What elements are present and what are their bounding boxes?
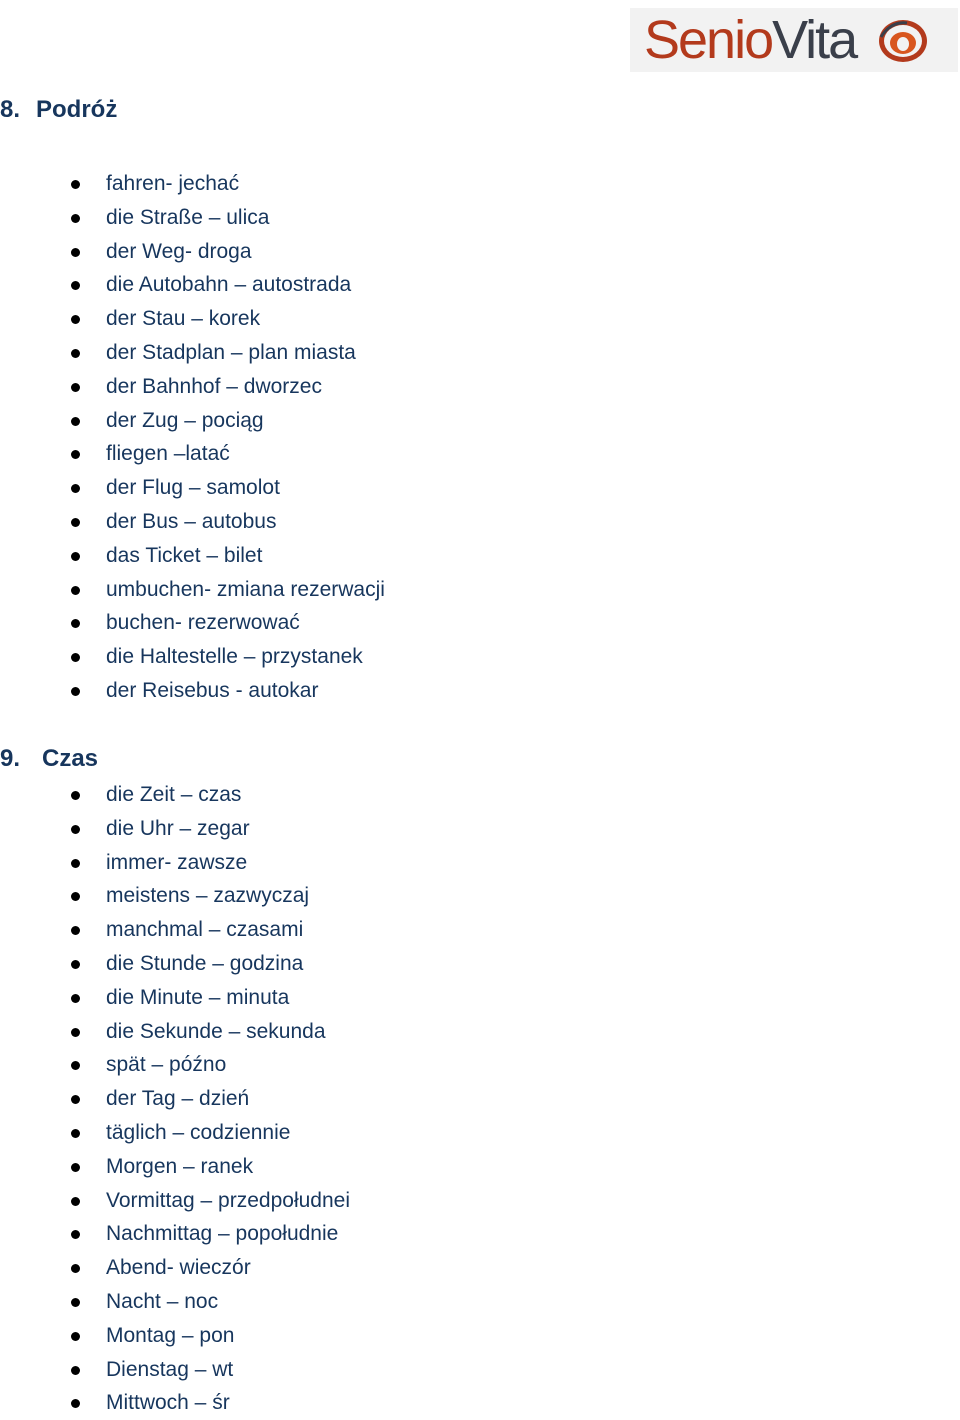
vocab-entry: der Stadplan – plan miasta xyxy=(106,340,356,364)
bullet-icon xyxy=(71,791,80,800)
bullet-icon xyxy=(71,892,80,901)
vocab-entry: fliegen –latać xyxy=(106,442,230,466)
vocab-entry: Dienstag – wt xyxy=(106,1357,234,1381)
vocab-entry: Vormittag – przedpołudnei xyxy=(106,1188,350,1212)
vocab-entry: der Zug – pociąg xyxy=(106,408,264,432)
vocab-entry: die Autobahn – autostrada xyxy=(106,273,352,297)
bullet-icon xyxy=(71,825,80,834)
bullet-icon xyxy=(71,281,80,290)
section-title: Podróż xyxy=(36,96,118,123)
bullet-icon xyxy=(71,417,80,426)
bullet-icon xyxy=(71,653,80,662)
vocab-entry: Nacht – noc xyxy=(106,1289,219,1313)
vocab-entry: umbuchen- zmiana rezerwacji xyxy=(106,577,385,601)
bullet-icon xyxy=(71,1230,80,1239)
vocab-entry: buchen- rezerwować xyxy=(106,611,300,635)
bullet-icon xyxy=(71,248,80,257)
vocab-entry: der Flug – samolot xyxy=(106,476,280,500)
vocab-entry: die Haltestelle – przystanek xyxy=(106,645,363,669)
bullet-icon xyxy=(71,518,80,527)
vocab-entry: der Stau – korek xyxy=(106,307,261,331)
vocab-entry: täglich – codziennie xyxy=(106,1120,291,1144)
vocab-entry: fahren- jechać xyxy=(106,172,240,195)
vocab-entry: immer- zawsze xyxy=(106,850,248,874)
vocab-entry: der Bus – autobus xyxy=(106,509,277,533)
bullet-icon xyxy=(71,1129,80,1138)
bullet-icon xyxy=(71,1399,80,1408)
vocab-entry: Nachmittag – popołudnie xyxy=(106,1222,339,1246)
bullet-icon xyxy=(71,450,80,459)
section-title: Czas xyxy=(42,745,99,772)
vocab-entry: die Uhr – zegar xyxy=(106,816,250,840)
logo-text-senio: Senio xyxy=(644,10,773,70)
bullet-icon xyxy=(71,586,80,595)
vocab-entry: meistens – zazwyczaj xyxy=(106,884,310,908)
bullet-icon xyxy=(71,1298,80,1307)
logo-swirl-icon xyxy=(877,17,929,65)
section-number: 9. xyxy=(0,745,21,772)
bullet-icon xyxy=(71,383,80,392)
bullet-icon xyxy=(71,1028,80,1037)
vocab-entry: Abend- wieczór xyxy=(106,1256,251,1280)
bullet-icon xyxy=(71,1264,80,1273)
bullet-icon xyxy=(71,859,80,868)
vocab-entry: Mittwoch – śr xyxy=(106,1391,230,1415)
logo-text-vita: Vita xyxy=(772,10,857,70)
bullet-icon xyxy=(71,214,80,223)
vocab-entry: Morgen – ranek xyxy=(106,1154,254,1178)
bullet-icon xyxy=(71,1163,80,1172)
vocab-entry: der Reisebus - autokar xyxy=(106,678,319,702)
bullet-icon xyxy=(71,1061,80,1070)
bullet-icon xyxy=(71,180,80,189)
bullet-icon xyxy=(71,1332,80,1341)
bullet-icon xyxy=(71,619,80,628)
section-number: 8. xyxy=(0,96,21,123)
vocab-entry: das Ticket – bilet xyxy=(106,543,263,567)
vocab-entry: die Minute – minuta xyxy=(106,985,290,1009)
bullet-icon xyxy=(71,926,80,935)
vocab-entry: Montag – pon xyxy=(106,1323,235,1347)
vocab-entry: die Sekunde – sekunda xyxy=(106,1019,326,1043)
bullet-icon xyxy=(71,960,80,969)
bullet-icon xyxy=(71,1095,80,1104)
bullet-icon xyxy=(71,315,80,324)
vocab-entry: manchmal – czasami xyxy=(106,918,304,942)
bullet-icon xyxy=(71,687,80,696)
vocab-entry: die Zeit – czas xyxy=(106,783,242,806)
senio-vita-logo xyxy=(630,8,958,72)
vocab-entry: der Bahnhof – dworzec xyxy=(106,374,322,398)
bullet-icon xyxy=(71,552,80,561)
vocab-entry: der Weg- droga xyxy=(106,239,252,263)
bullet-icon xyxy=(71,1366,80,1375)
vocab-entry: die Straße – ulica xyxy=(106,205,270,229)
vocab-entry: spät – późno xyxy=(106,1053,227,1077)
bullet-icon xyxy=(71,349,80,358)
vocab-entry: der Tag – dzień xyxy=(106,1087,250,1111)
section-heading-czas xyxy=(0,744,98,774)
bullet-icon xyxy=(71,484,80,493)
bullet-icon xyxy=(71,1197,80,1206)
vocab-entry: die Stunde – godzina xyxy=(106,951,304,975)
bullet-icon xyxy=(71,994,80,1003)
logo-wordmark xyxy=(644,10,856,70)
section-heading-podroz xyxy=(0,95,117,125)
